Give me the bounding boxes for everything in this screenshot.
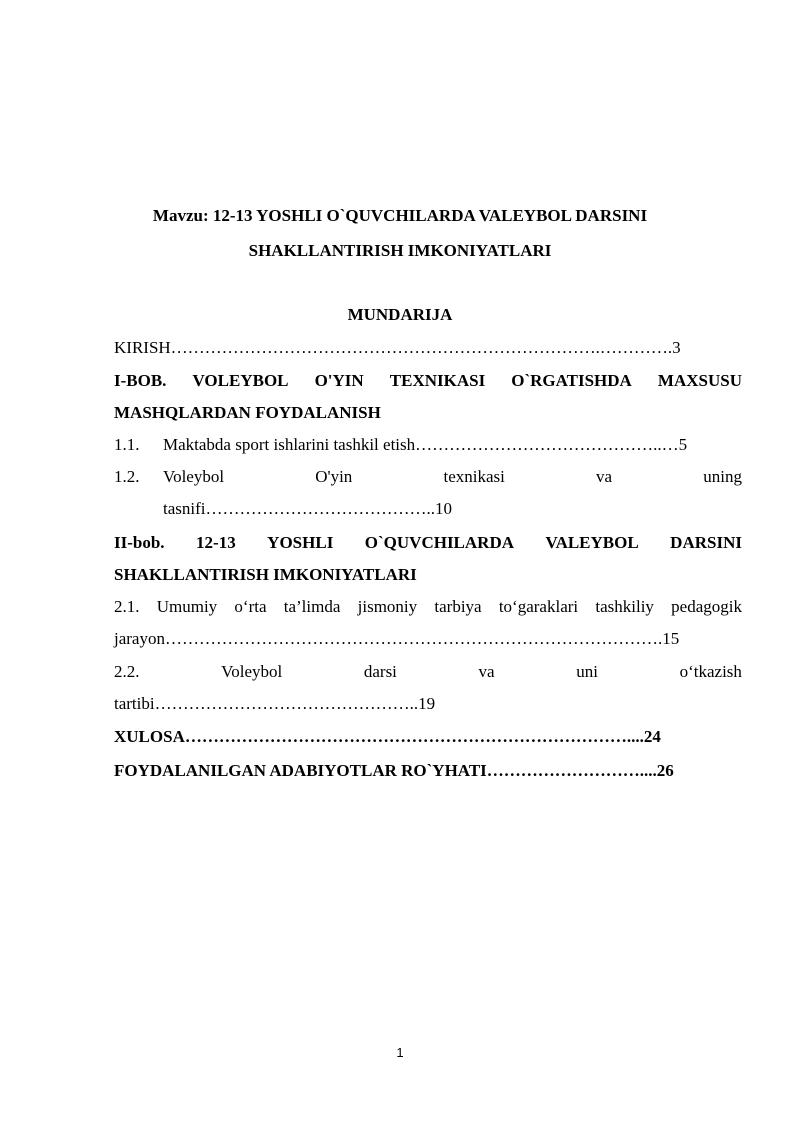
word: tashkiliy [595,597,654,616]
word: jismoniy [357,597,418,616]
toc-chapter2-line2: SHAKLLANTIRISH IMKONIYATLARI [114,565,417,584]
word: VOLEYBOL [192,371,289,390]
word: uni [576,662,598,681]
toc-heading: MUNDARIJA [347,305,453,324]
word: o‘tkazish [679,662,742,681]
word: to‘garaklari [498,597,579,616]
word: TEXNIKASI [389,371,486,390]
word: DARSINI [670,533,742,552]
word: pedagogik [671,597,742,616]
word: O`QUVCHILARDA [364,533,515,552]
word: 12-13 [196,533,236,552]
toc-section-1-2-line2: tasnifi…………………………………..10 [163,499,452,518]
toc-section-1-2-number: 1.2. [114,467,140,486]
word: Voleybol [163,467,225,486]
word: 2.2. [114,662,140,681]
word: II-bob. [114,533,165,552]
word: O'YIN [314,371,364,390]
word: ta’limda [283,597,341,616]
word: O'yin [315,467,353,486]
toc-entry-xulosa: XULOSA……………………………………………………………………....24 [114,727,661,746]
toc-entry-kirish: KIRISH………………………………………………………………….………….3 [114,338,681,357]
word: texnikasi [443,467,505,486]
toc-section-1-1-text: Maktabda sport ishlarini tashkil etish……………………………………..…5 [163,435,688,454]
toc-section-1-1-number: 1.1. [114,435,140,454]
word: YOSHLI [267,533,334,552]
toc-section-2-2-line2: tartibi………………………………………..19 [114,694,436,713]
word: va [478,662,495,681]
title-line-1: Mavzu: 12-13 YOSHLI O`QUVCHILARDA VALEYBOL DARSINI [152,206,648,225]
toc-section-1-2-line1 [163,468,742,485]
toc-entry-references: FOYDALANILGAN ADABIYOTLAR RO`YHATI………………………....26 [114,761,674,780]
toc-chapter1-line1 [114,372,742,389]
title-line-2: SHAKLLANTIRISH IMKONIYATLARI [248,241,552,260]
word: O`RGATISHDA [511,371,632,390]
toc-section-2-1-line1 [114,598,742,615]
word: o‘rta [234,597,267,616]
word: VALEYBOL [545,533,639,552]
word: uning [703,467,742,486]
word: tarbiya [434,597,482,616]
word: Umumiy [156,597,218,616]
word: I-BOB. [114,371,167,390]
toc-chapter2-line1 [114,534,742,551]
word: Voleybol [221,662,283,681]
toc-section-2-1-line2: jarayon…………………………………………………………………………….15 [114,629,680,648]
toc-chapter1-line2: MASHQLARDAN FOYDALANISH [114,403,381,422]
word: MAXSUSU [657,371,742,390]
word: darsi [363,662,397,681]
page-number: 1 [396,1045,404,1060]
toc-section-2-2-line1 [114,663,742,680]
word: 2.1. [114,597,140,616]
word: va [596,467,613,486]
